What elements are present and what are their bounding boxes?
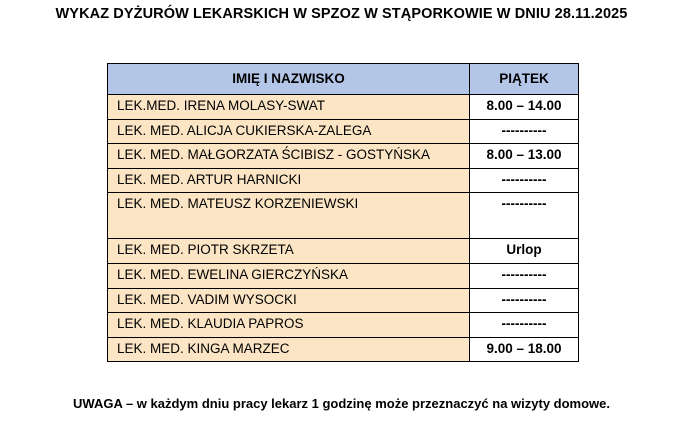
table-row bbox=[108, 288, 579, 313]
doctor-name: LEK. MED. MATEUSZ KORZENIEWSKI bbox=[108, 193, 470, 239]
shift-hours: ---------- bbox=[470, 119, 579, 144]
shift-hours: Urlop bbox=[470, 239, 579, 264]
doctor-name: LEK. MED. PIOTR SKRZETA bbox=[108, 239, 470, 264]
duty-schedule-table bbox=[107, 63, 579, 362]
shift-hours: ---------- bbox=[470, 263, 579, 288]
column-header-day: PIĄTEK bbox=[470, 64, 579, 95]
shift-hours: ---------- bbox=[470, 313, 579, 338]
shift-hours: 8.00 – 14.00 bbox=[470, 95, 579, 120]
doctor-name: LEK. MED. EWELINA GIERCZYŃSKA bbox=[108, 263, 470, 288]
page-title: WYKAZ DYŻURÓW LEKARSKICH W SPZOZ W STĄPORKOWIE W DNIU 28.11.2025 bbox=[55, 6, 628, 22]
doctor-name: LEK. MED. KINGA MARZEC bbox=[108, 337, 470, 362]
shift-hours: ---------- bbox=[470, 288, 579, 313]
table-row bbox=[108, 193, 579, 239]
shift-hours: 9.00 – 18.00 bbox=[470, 337, 579, 362]
doctor-name: LEK. MED. ALICJA CUKIERSKA-ZALEGA bbox=[108, 119, 470, 144]
doctor-name: LEK. MED. MAŁGORZATA ŚCIBISZ - GOSTYŃSKA bbox=[108, 144, 470, 169]
table-row bbox=[108, 95, 579, 120]
table-row bbox=[108, 144, 579, 169]
shift-hours: ---------- bbox=[470, 168, 579, 193]
footer-note: UWAGA – w każdym dniu pracy lekarz 1 godzinę może przeznaczyć na wizyty domowe. bbox=[73, 396, 610, 411]
table-row bbox=[108, 313, 579, 338]
doctor-name: LEK.MED. IRENA MOLASY-SWAT bbox=[108, 95, 470, 120]
table-row bbox=[108, 263, 579, 288]
table-row bbox=[108, 337, 579, 362]
shift-hours: ---------- bbox=[470, 193, 579, 239]
table-row bbox=[108, 239, 579, 264]
table-row bbox=[108, 119, 579, 144]
doctor-name: LEK. MED. ARTUR HARNICKI bbox=[108, 168, 470, 193]
column-header-name: IMIĘ I NAZWISKO bbox=[108, 64, 470, 95]
table-header-row bbox=[108, 64, 579, 95]
doctor-name: LEK. MED. KLAUDIA PAPROS bbox=[108, 313, 470, 338]
table-row bbox=[108, 168, 579, 193]
shift-hours: 8.00 – 13.00 bbox=[470, 144, 579, 169]
doctor-name: LEK. MED. VADIM WYSOCKI bbox=[108, 288, 470, 313]
